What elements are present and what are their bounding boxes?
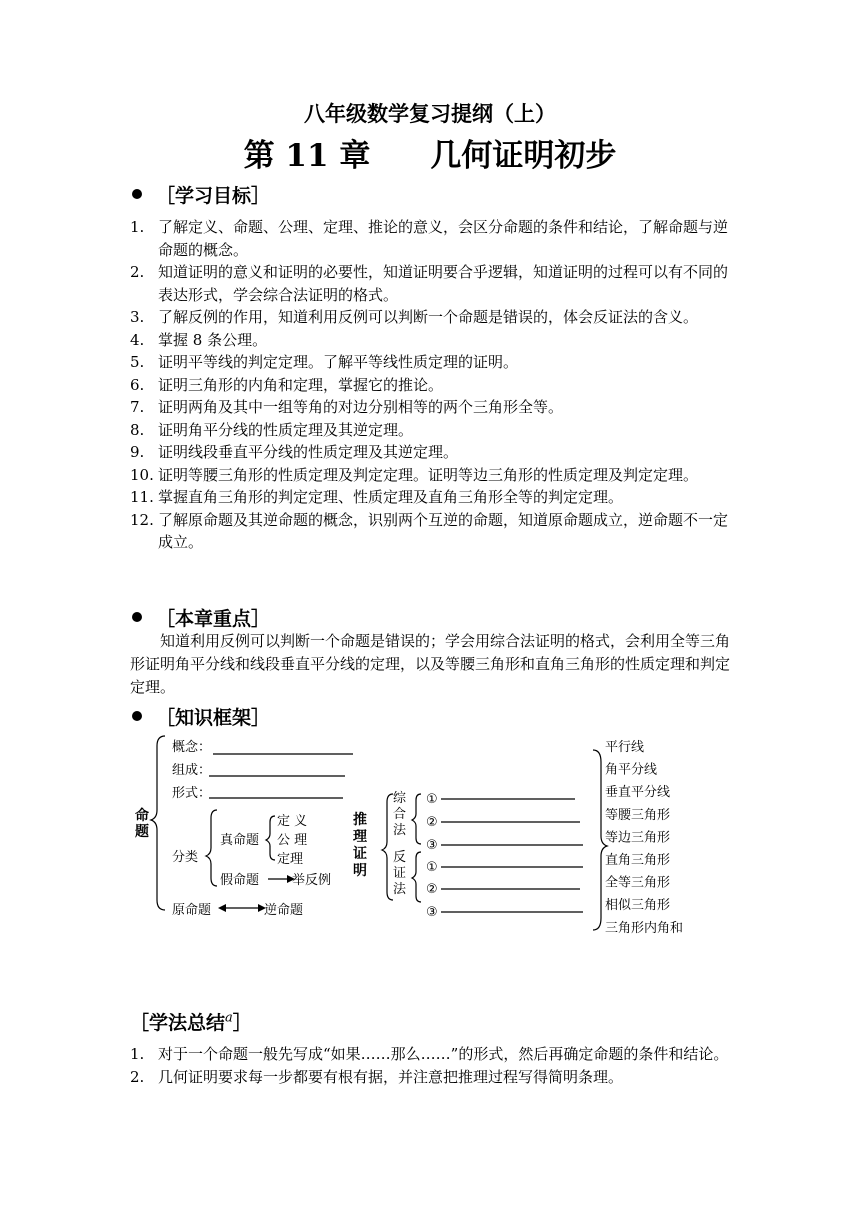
goal-item-number: 4.: [130, 330, 145, 349]
synthetic-brace: [412, 794, 421, 844]
key-heading-text: ［本章重点］: [156, 608, 271, 630]
synthetic-circle-1: ①: [426, 792, 438, 807]
goal-item: [130, 261, 732, 306]
knowledge-framework-diagram: [125, 730, 735, 945]
topic-item: 平行线: [605, 740, 645, 755]
false-prop-label: 假命题: [220, 873, 260, 888]
summary-list: [130, 1043, 732, 1088]
reasoning-char-2: 理: [353, 829, 367, 845]
chapter-number: 第 11 章: [243, 138, 371, 174]
true-type-axiom: 公 理: [277, 833, 308, 848]
goal-item-number: 7.: [130, 398, 145, 416]
bullet-icon: [132, 612, 142, 622]
goal-item: [130, 464, 732, 487]
topic-item: 角平分线: [605, 762, 658, 778]
reasoning-char-3: 证: [353, 846, 367, 862]
goals-list: [130, 216, 732, 554]
summary-item: [130, 1043, 732, 1066]
goal-item: [130, 419, 732, 442]
goal-item-text: 掌握 8 条公理。: [158, 330, 268, 349]
goal-item-text: 证明三角形的内角和定理，掌握它的推论。: [158, 375, 444, 394]
synthetic-circle-2: ②: [426, 815, 438, 830]
true-prop-brace: [266, 816, 275, 860]
root-char-2: 题: [135, 824, 149, 840]
contradiction-brace: [412, 852, 421, 902]
goal-item-number: 5.: [130, 353, 145, 371]
goal-item: [130, 306, 732, 329]
summary-item-number: 2.: [130, 1067, 145, 1086]
goal-item-number: 10.: [130, 465, 154, 484]
contradiction-circle-1: ①: [426, 860, 438, 875]
concept-label: 概念：: [172, 740, 212, 755]
reasoning-char-4: 明: [353, 863, 367, 879]
goal-item-number: 12.: [130, 510, 154, 529]
goal-item-text: 证明角平分线的性质定理及其逆定理。: [158, 420, 414, 439]
topic-item: 等边三角形: [605, 830, 671, 846]
goal-item: [130, 374, 732, 397]
goals-heading-text: ［学习目标］: [156, 185, 271, 207]
synthetic-char-1: 综: [393, 791, 407, 806]
goal-item: [130, 216, 732, 261]
summary-heading-text: ［学法总结: [130, 1012, 226, 1034]
reasoning-brace: [382, 794, 393, 900]
root-brace: [151, 736, 165, 910]
topic-item: 三角形内角和: [605, 920, 684, 936]
composition-label: 组成：: [172, 763, 212, 778]
contradiction-char-1: 反: [393, 850, 407, 865]
converse-prop-label: 逆命题: [264, 903, 304, 918]
summary-item: [130, 1066, 732, 1089]
goal-item-number: 1.: [130, 218, 145, 236]
goal-item-number: 9.: [130, 443, 145, 461]
document-subtitle: 八年级数学复习提纲（上）: [304, 101, 556, 126]
topic-item: 全等三角形: [605, 875, 671, 891]
summary-item-text: 几何证明要求每一步都要有根有据，并注意把推理过程写得简明条理。: [158, 1067, 624, 1086]
goal-item-number: 3.: [130, 308, 145, 326]
contradiction-circle-3: ③: [426, 905, 438, 920]
arrowhead-left-icon: [218, 904, 226, 912]
summary-superscript: a: [225, 1010, 233, 1026]
goal-item: [130, 509, 732, 554]
contradiction-char-2: 证: [393, 866, 407, 881]
goal-item-text: 掌握直角三角形的判定定理、性质定理及直角三角形全等的判定定理。: [158, 488, 624, 506]
form-label: 形式：: [172, 786, 212, 801]
original-prop-label: 原命题: [172, 903, 212, 918]
topic-item: 直角三角形: [605, 853, 671, 868]
goal-item-text: 证明两角及其中一组等角的对边分别相等的两个三角形全等。: [158, 398, 564, 416]
synthetic-char-2: 合: [393, 807, 407, 822]
goal-item-number: 2.: [130, 263, 145, 281]
counter-example-label: 举反例: [292, 873, 332, 888]
goal-item-text: 了解原命题及其逆命题的概念，识别两个互逆的命题，知道原命题成立，逆命题不一定成立。: [158, 510, 729, 551]
goal-item-text: 了解定义、命题、公理、定理、推论的意义，会区分命题的条件和结论，了解命题与逆命题的概念。: [158, 218, 729, 259]
goals-heading: [132, 181, 270, 208]
goal-item-number: 11.: [130, 488, 154, 506]
bullet-icon: [132, 711, 142, 721]
framework-heading: [132, 703, 270, 730]
goal-item-number: 6.: [130, 375, 145, 394]
goal-item: [130, 329, 732, 352]
synthetic-circle-3: ③: [426, 838, 438, 853]
true-type-definition: 定 义: [277, 814, 308, 829]
goal-item: [130, 396, 732, 419]
framework-heading-text: ［知识框架］: [156, 707, 271, 729]
summary-item-text: 对于一个命题一般先写成“如果……那么……”的形式，然后再确定命题的条件和结论。: [158, 1045, 729, 1063]
chapter-name: 几何证明初步: [430, 138, 617, 174]
bullet-icon: [132, 189, 142, 199]
true-prop-label: 真命题: [220, 833, 260, 848]
key-points-paragraph: 知道利用反例可以判断一个命题是错误的；学会用综合法证明的格式，会利用全等三角形证明角平分线和线段垂直平分线的定理，以及等腰三角形和直角三角形的性质定理和判定定理。: [130, 632, 731, 696]
root-char-1: 命: [135, 808, 149, 824]
goal-item: [130, 441, 732, 464]
goal-item-number: 8.: [130, 420, 145, 439]
chapter-title: [0, 130, 860, 175]
summary-heading-close: ］: [232, 1012, 252, 1034]
reasoning-char-1: 推: [353, 812, 367, 828]
classify-label: 分类: [172, 850, 199, 865]
topic-item: 相似三角形: [605, 898, 671, 914]
goal-item: [130, 486, 732, 509]
true-type-theorem: 定理: [277, 852, 304, 867]
topic-item: 等腰三角形: [605, 807, 671, 823]
contradiction-circle-2: ②: [426, 882, 438, 897]
classify-brace: [206, 810, 217, 886]
goal-item: [130, 351, 732, 374]
goal-item-text: 知道证明的意义和证明的必要性，知道证明要合乎逻辑，知道证明的过程可以有不同的表达形式，学会综合法证明的格式。: [158, 263, 729, 304]
key-heading: [132, 604, 270, 631]
summary-heading: [130, 1008, 252, 1035]
goal-item-text: 证明线段垂直平分线的性质定理及其逆定理。: [158, 443, 459, 461]
goal-item-text: 证明平等线的判定定理。了解平等线性质定理的证明。: [158, 353, 519, 371]
contradiction-char-3: 法: [393, 882, 407, 897]
goal-item-text: 了解反例的作用，知道利用反例可以判断一个命题是错误的，体会反证法的含义。: [158, 308, 699, 326]
topics-list: [605, 739, 683, 936]
summary-item-number: 1.: [130, 1045, 145, 1063]
synthetic-char-3: 法: [393, 823, 407, 838]
topic-item: 垂直平分线: [605, 785, 671, 801]
goal-item-text: 证明等腰三角形的性质定理及判定定理。证明等边三角形的性质定理及判定定理。: [158, 465, 699, 484]
